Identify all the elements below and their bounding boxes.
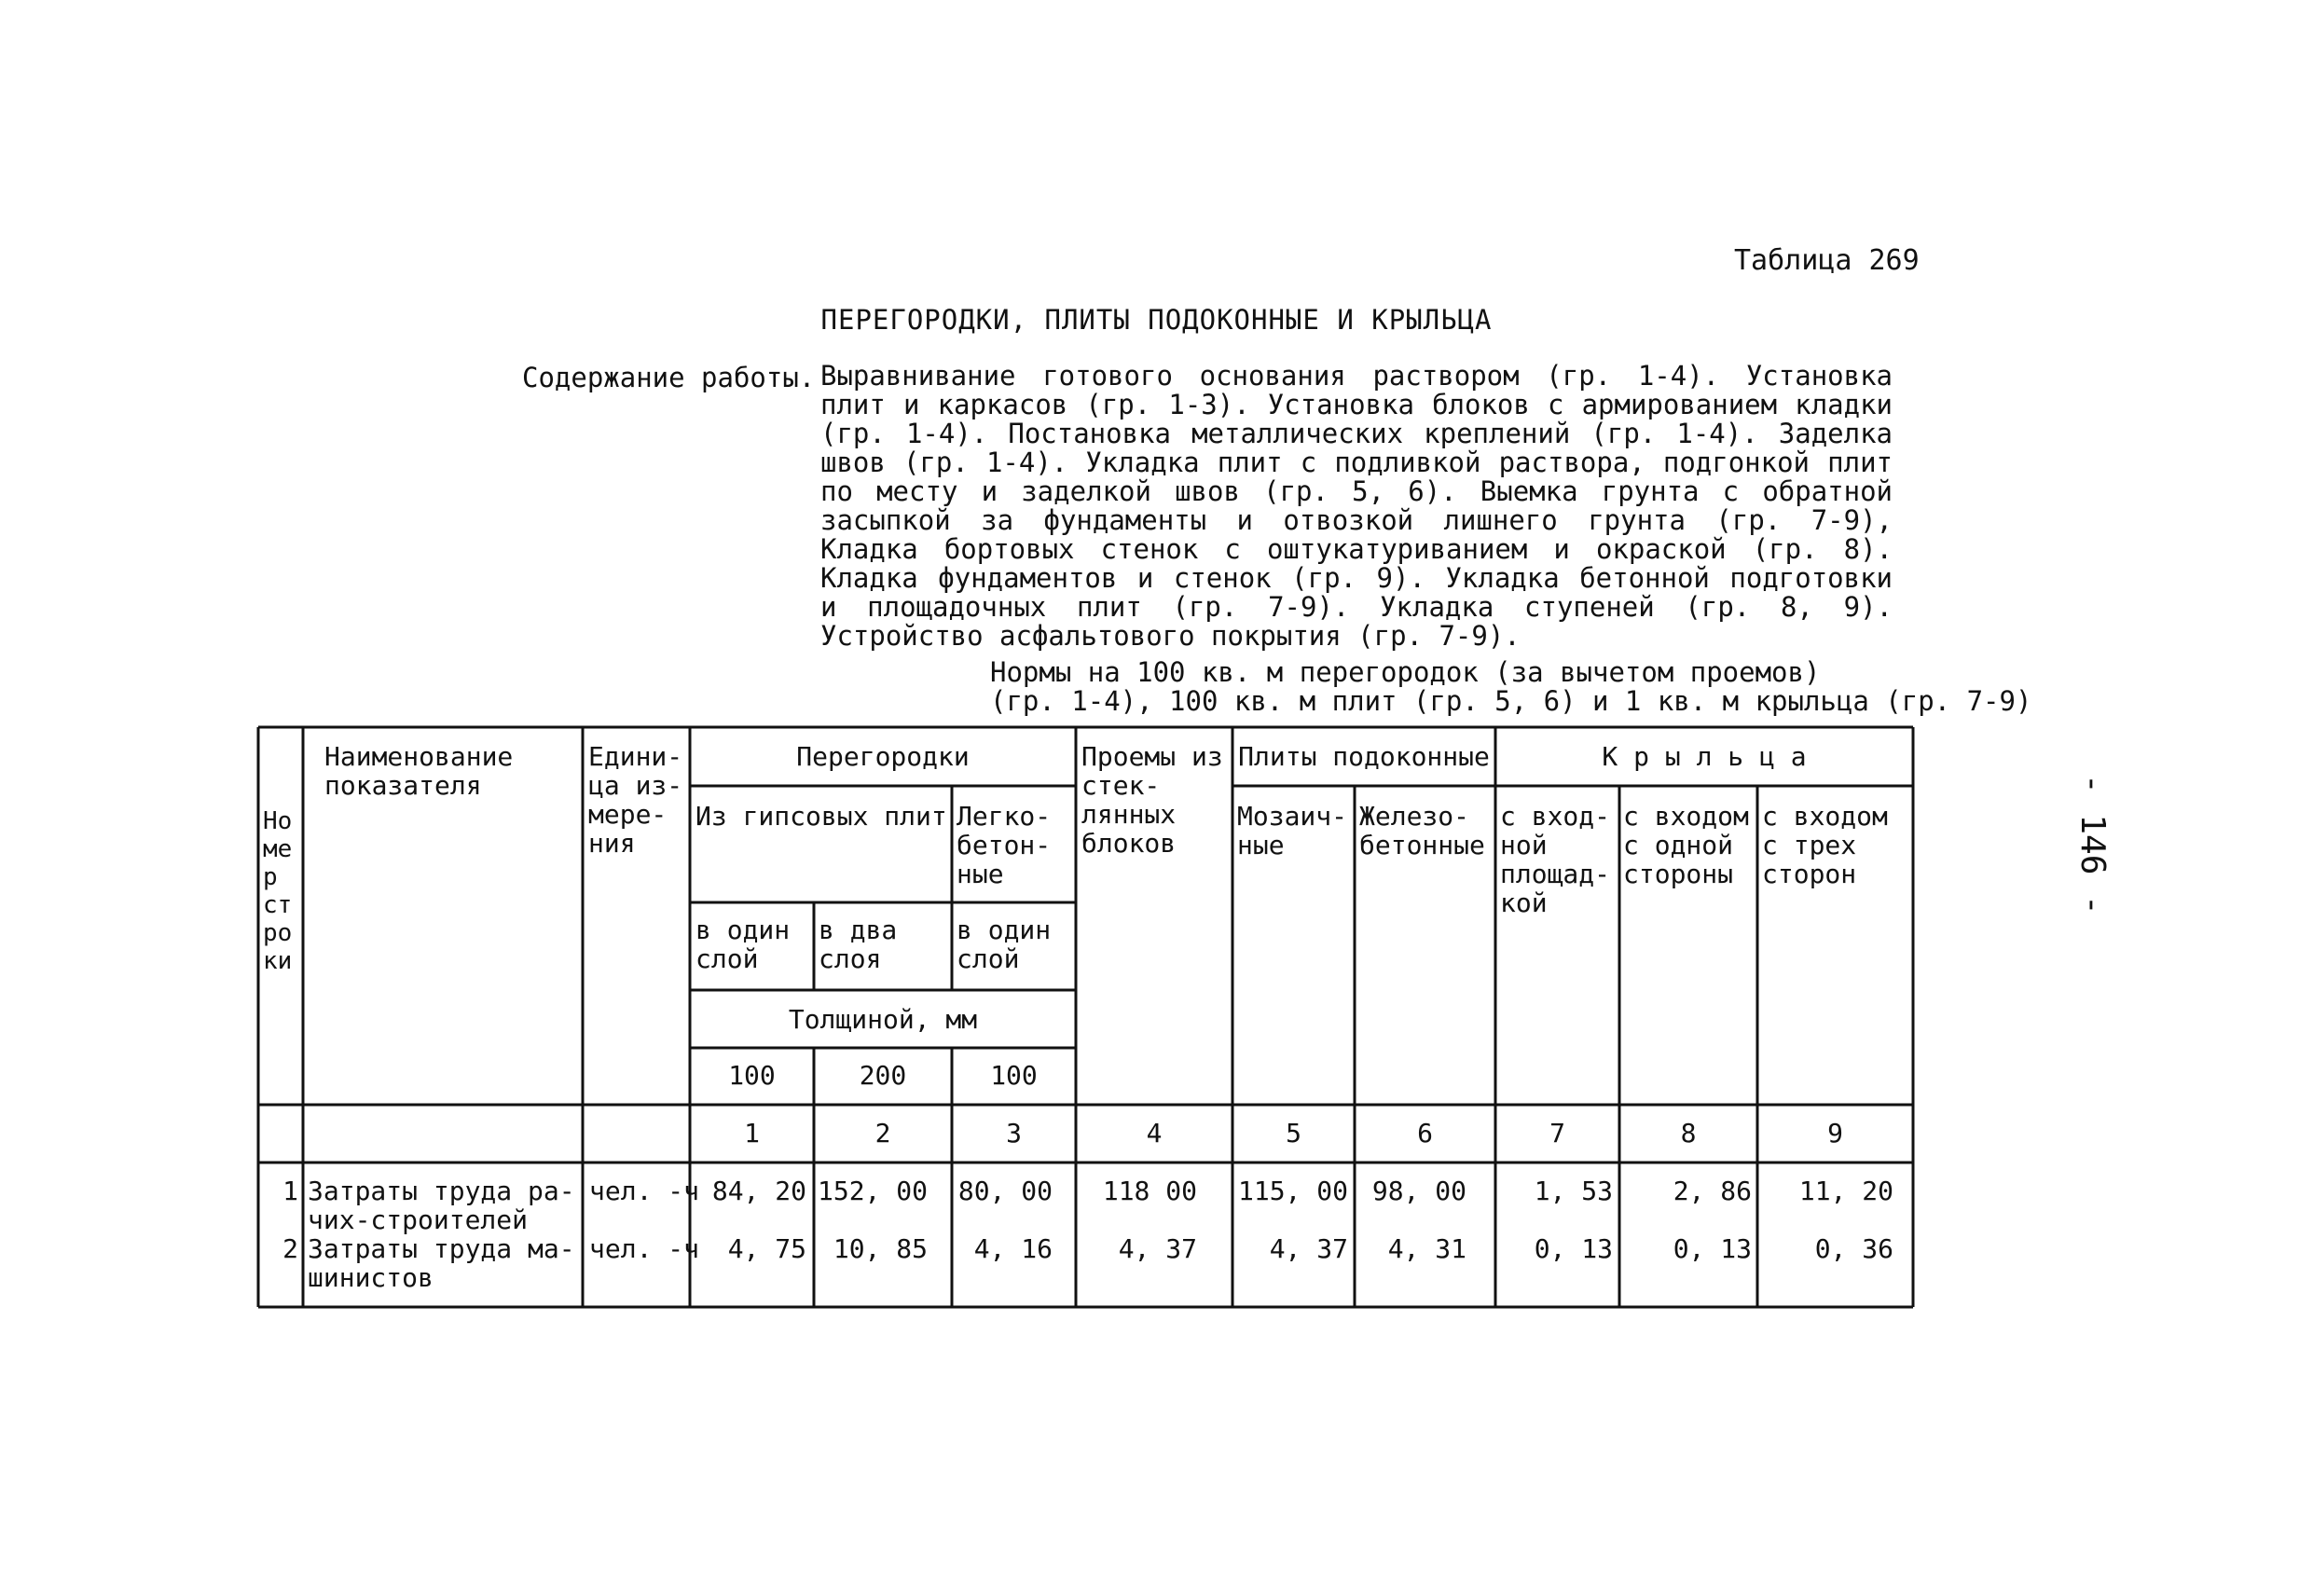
header-light-concrete: Легко-бетон-ные <box>957 801 1052 889</box>
row-value: 11, 20 <box>1798 1176 1893 1206</box>
header-indicator-name: Наименование показателя <box>324 741 514 801</box>
header-partitions: Перегородки <box>796 741 970 772</box>
page-number: - 146 - <box>2073 774 2112 915</box>
row-value: 1, 53 <box>1534 1176 1613 1206</box>
column-number: 9 <box>1827 1118 1843 1149</box>
column-number: 3 <box>1006 1118 1022 1149</box>
row-value: 152, 00 <box>817 1176 928 1206</box>
header-glass-block-openings: Проемы из стек-лянных блоков <box>1081 741 1223 859</box>
row-value: 118 00 <box>1102 1176 1197 1206</box>
header-gypsum-slabs: Из гипсовых плит <box>695 801 947 832</box>
header-mosaic: Мозаич-ные <box>1237 801 1348 860</box>
row-value: 0, 13 <box>1673 1233 1752 1264</box>
row-value: 2, 86 <box>1673 1176 1752 1206</box>
row-value: 4, 16 <box>973 1233 1053 1264</box>
row-number: 1 <box>282 1176 298 1206</box>
row-value: 4, 75 <box>727 1233 806 1264</box>
row-number: 2 <box>282 1233 298 1264</box>
header-row-number: Номер строки <box>263 807 293 975</box>
header-porch-one-side: с входом с одной стороны <box>1623 801 1749 889</box>
row-value: 4, 31 <box>1387 1233 1466 1264</box>
header-thickness: Толщиной, мм <box>788 1004 978 1035</box>
header-porch-three-sides: с входом с трех сторон <box>1762 801 1888 889</box>
header-porches: К р ы л ь ц а <box>1602 741 1807 772</box>
work-content-text: Выравнивание готового основания раствором (гр. 1-4). Установка плит и каркасов (гр. 1-3). Установка блоков с армированием кладки (гр. 1-4). Постановка металлических креплений (гр. 1-4). Заделка швов (гр. 1-4). Укладка плит с подливкой раствора, подгонкой плит по месту и заделкой швов (гр. 5, 6). Выемка грунта с обратной засыпкой за фундаменты и отвозкой лишнего грунта (гр. 7-9), Кладка бортовых стенок с оштукатуриванием и окраской (гр. 8). Кладка фундаментов и стенок (гр. 9). Укладка бетонной подготовки и площадочных плит (гр. 7-9). Укладка ступеней (гр. 8, 9). Устройство асфальтового покрытия (гр. 7-9). <box>820 360 1893 652</box>
column-number: 6 <box>1417 1118 1433 1149</box>
header-thickness-1: 100 <box>728 1060 776 1091</box>
row-value: 80, 00 <box>957 1176 1053 1206</box>
row-indicator-name: Затраты труда ма-шинистов <box>308 1233 575 1293</box>
column-number: 7 <box>1549 1118 1565 1149</box>
row-value: 4, 37 <box>1269 1233 1348 1264</box>
row-value: 4, 37 <box>1118 1233 1197 1264</box>
header-porch-with-platform: с вход-ной площад-кой <box>1500 801 1611 918</box>
row-indicator-name: Затраты труда ра-чих-строителей <box>308 1176 575 1235</box>
page-title: ПЕРЕГОРОДКИ, ПЛИТЫ ПОДОКОННЫЕ И КРЫЛЬЦА <box>820 304 1493 336</box>
column-number: 8 <box>1680 1118 1697 1149</box>
row-unit: чел. -ч <box>589 1233 700 1264</box>
row-value: 84, 20 <box>711 1176 806 1206</box>
header-one-layer-a: в один слой <box>695 915 791 974</box>
row-unit: чел. -ч <box>589 1176 700 1206</box>
column-number: 5 <box>1286 1118 1301 1149</box>
header-two-layers: в два слоя <box>819 915 898 974</box>
header-thickness-3: 100 <box>990 1060 1038 1091</box>
row-value: 98, 00 <box>1371 1176 1466 1206</box>
header-reinforced-concrete: Железо-бетонные <box>1359 801 1485 860</box>
table-label: Таблица 269 <box>1734 244 1920 277</box>
row-value: 0, 36 <box>1814 1233 1893 1264</box>
norms-line-1: Нормы на 100 кв. м перегородок (за вычетом проемов) <box>990 656 1821 688</box>
row-value: 115, 00 <box>1237 1176 1348 1206</box>
work-content-label: Содержание работы. <box>522 362 816 393</box>
header-thickness-2: 200 <box>859 1060 907 1091</box>
row-value: 10, 85 <box>833 1233 928 1264</box>
column-number: 2 <box>874 1118 891 1149</box>
column-number: 1 <box>744 1118 760 1149</box>
header-window-sills: Плиты подоконные <box>1238 741 1490 772</box>
header-one-layer-b: в один слой <box>957 915 1052 974</box>
row-value: 0, 13 <box>1534 1233 1613 1264</box>
norms-line-2: (гр. 1-4), 100 кв. м плит (гр. 5, 6) и 1 кв. м крыльца (гр. 7-9) <box>990 685 2032 717</box>
header-unit: Едини-ца из-мере-ния <box>588 741 683 859</box>
column-number: 4 <box>1146 1118 1163 1149</box>
